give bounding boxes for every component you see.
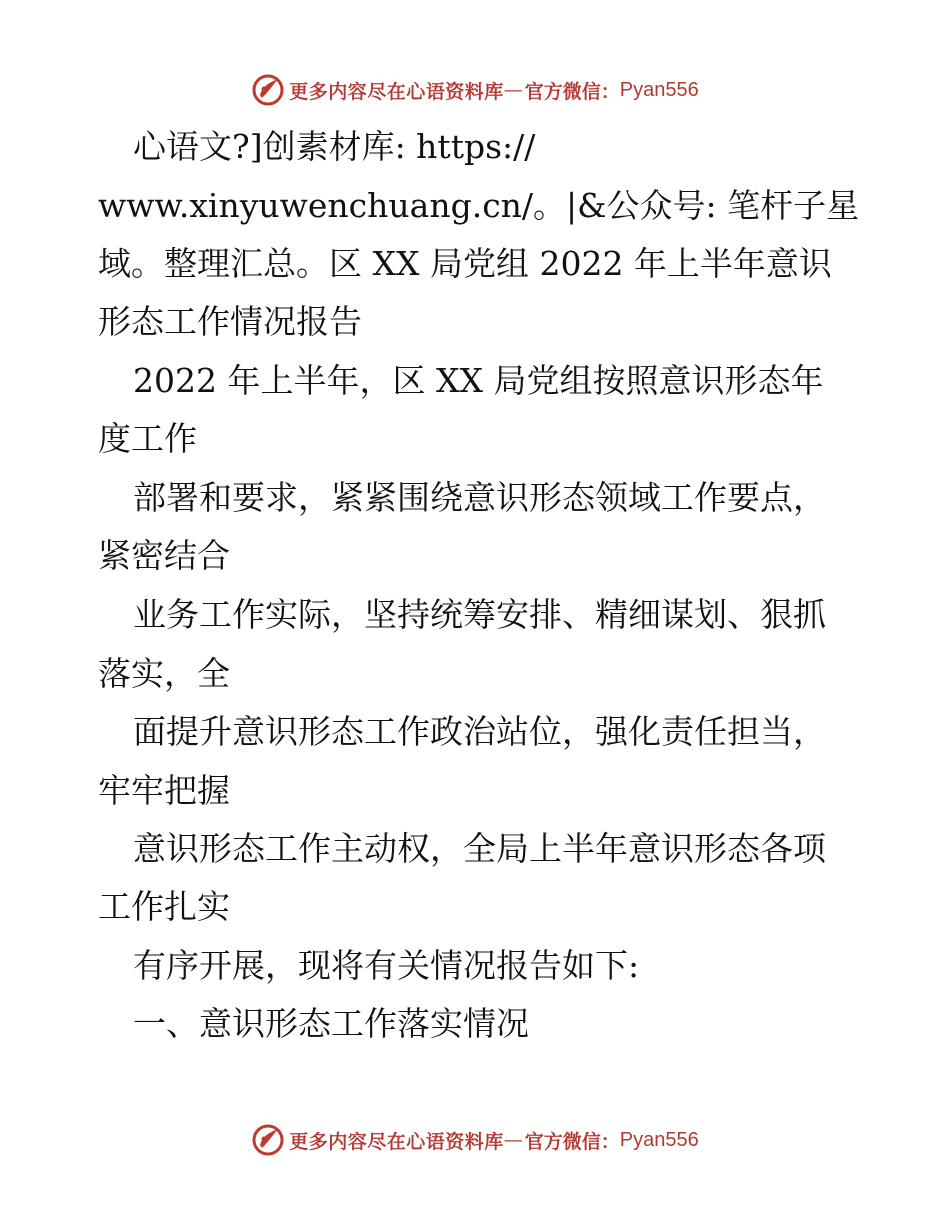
text-line: 有序开展，现将有关情况报告如下: (133, 946, 640, 985)
text-line: www.xinyuwenchuang.cn/。|&公众号: 笔杆子星 (98, 186, 860, 225)
text-line: 工作扎实 (98, 887, 230, 926)
text-line: 牢牢把握 (98, 771, 230, 810)
text-line: 形态工作情况报告 (98, 302, 362, 341)
text-line: 域。整理汇总。区 XX 局党组 2022 年上半年意识 (98, 244, 832, 283)
footer-banner (0, 1120, 950, 1160)
section-heading: 一、意识形态工作落实情况 (133, 1004, 529, 1043)
banner-wechat-label: 官方微信： (524, 1130, 620, 1153)
text-line: 面提升意识形态工作政治站位，强化责任担当， (133, 712, 826, 751)
banner-text: 更多内容尽在心语资料库 (289, 1130, 504, 1153)
text-line: 2022 年上半年，区 XX 局党组按照意识形态年 (133, 361, 824, 400)
brand-logo-icon (251, 73, 285, 107)
banner-dash: — (503, 79, 523, 101)
text-line: 部署和要求，紧紧围绕意识形态领域工作要点， (133, 478, 826, 517)
text-line: 度工作 (98, 419, 197, 458)
banner-dash: — (503, 1129, 523, 1151)
text-line: 紧密结合 (98, 536, 230, 575)
banner-wechat-id: Pyan556 (619, 1128, 699, 1151)
brand-logo-icon (251, 1123, 285, 1157)
text-line: 落实，全 (98, 654, 230, 693)
text-line: 意识形态工作主动权，全局上半年意识形态各项 (133, 829, 826, 868)
text-line: 业务工作实际，坚持统筹安排、精细谋划、狠抓 (133, 595, 826, 634)
banner-text: 更多内容尽在心语资料库 (289, 80, 504, 103)
banner-wechat-label: 官方微信： (524, 80, 620, 103)
banner-wechat-id: Pyan556 (619, 78, 699, 101)
header-banner (0, 70, 950, 110)
text-line: 心语文?]创素材库: https:// (133, 127, 536, 166)
